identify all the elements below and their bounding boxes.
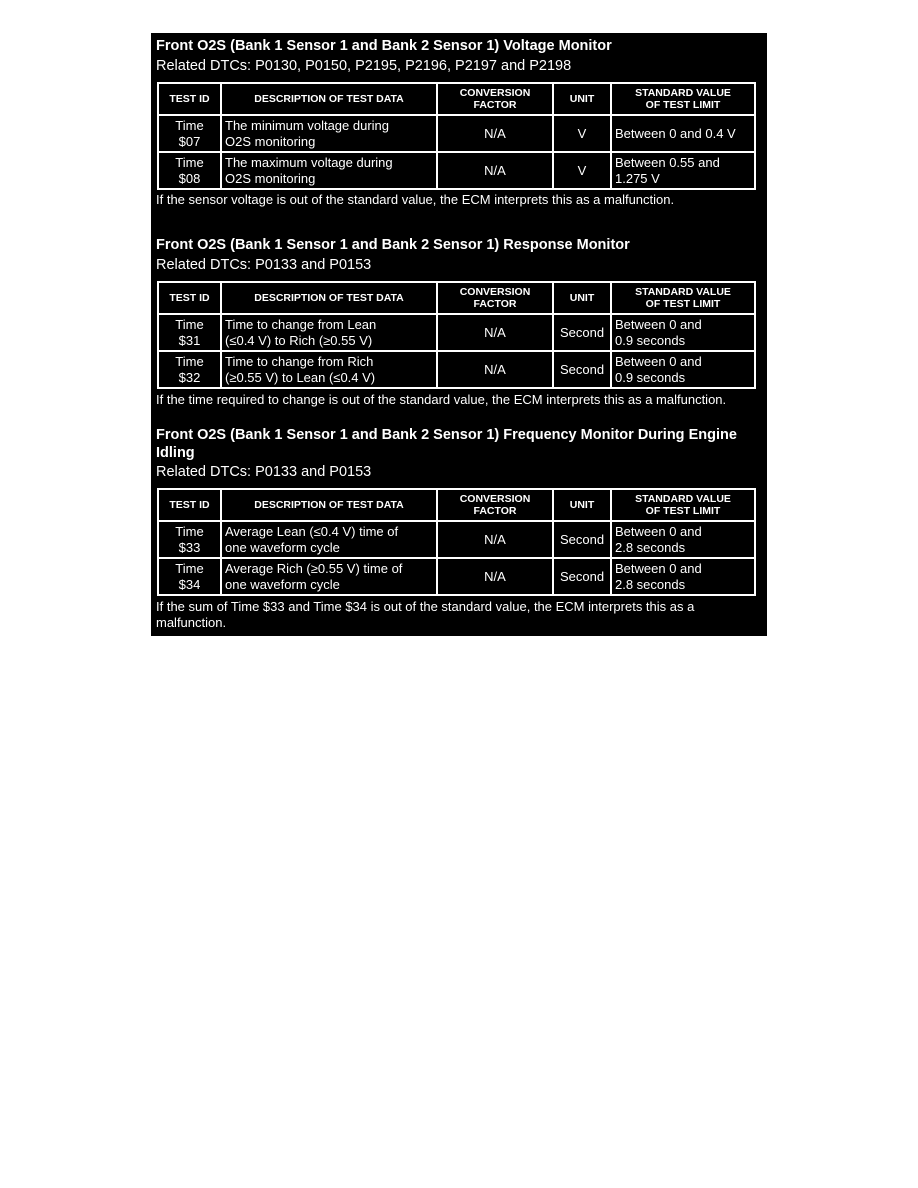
- section-note: If the sum of Time $33 and Time $34 is out of the standard value, the ECM interprets this as a malfunction.: [156, 599, 695, 630]
- test-id-cell: Time $33: [158, 521, 221, 558]
- section-title: Front O2S (Bank 1 Sensor 1 and Bank 2 Sensor 1) Voltage Monitor: [156, 38, 612, 54]
- section-title: Front O2S (Bank 1 Sensor 1 and Bank 2 Sensor 1) Frequency Monitor During Engine Idling: [156, 427, 737, 461]
- test-data-table: [157, 82, 756, 190]
- conversion-cell: N/A: [437, 152, 553, 189]
- header-unit: UNIT: [553, 282, 611, 314]
- header-standard-value: STANDARD VALUE OF TEST LIMIT: [611, 282, 755, 314]
- description-cell: The maximum voltage during O2S monitoring: [221, 152, 437, 189]
- table-row: [158, 314, 755, 351]
- test-id-cell: Time $31: [158, 314, 221, 351]
- test-id-cell: Time $07: [158, 115, 221, 152]
- table-row: [158, 521, 755, 558]
- header-test-id: TEST ID: [158, 282, 221, 314]
- conversion-cell: N/A: [437, 558, 553, 595]
- header-description: DESCRIPTION OF TEST DATA: [221, 83, 437, 115]
- header-test-id: TEST ID: [158, 83, 221, 115]
- test-data-table: [157, 281, 756, 389]
- conversion-cell: N/A: [437, 314, 553, 351]
- unit-cell: Second: [553, 351, 611, 388]
- header-standard-value: STANDARD VALUE OF TEST LIMIT: [611, 489, 755, 521]
- header-test-id: TEST ID: [158, 489, 221, 521]
- section-note: If the sensor voltage is out of the standard value, the ECM interprets this as a malfunction.: [156, 192, 675, 207]
- description-cell: Average Rich (≥0.55 V) time of one waveform cycle: [221, 558, 437, 595]
- unit-cell: Second: [553, 558, 611, 595]
- unit-cell: V: [553, 115, 611, 152]
- standard-value-cell: Between 0 and 0.4 V: [611, 115, 755, 152]
- related-dtcs: Related DTCs: P0133 and P0153: [156, 464, 372, 480]
- description-cell: Time to change from Rich (≥0.55 V) to Lean (≤0.4 V): [221, 351, 437, 388]
- table-header-row: [158, 83, 755, 115]
- related-dtcs: Related DTCs: P0130, P0150, P2195, P2196, P2197 and P2198: [156, 58, 572, 74]
- standard-value-cell: Between 0 and 0.9 seconds: [611, 351, 755, 388]
- table-row: [158, 115, 755, 152]
- table-row: [158, 558, 755, 595]
- standard-value-cell: Between 0 and 0.9 seconds: [611, 314, 755, 351]
- description-cell: Time to change from Lean (≤0.4 V) to Rich (≥0.55 V): [221, 314, 437, 351]
- table-header-row: [158, 282, 755, 314]
- test-id-cell: Time $32: [158, 351, 221, 388]
- header-conversion-factor: CONVERSION FACTOR: [437, 282, 553, 314]
- description-cell: Average Lean (≤0.4 V) time of one waveform cycle: [221, 521, 437, 558]
- header-description: DESCRIPTION OF TEST DATA: [221, 489, 437, 521]
- table-header-row: [158, 489, 755, 521]
- test-id-cell: Time $08: [158, 152, 221, 189]
- standard-value-cell: Between 0 and 2.8 seconds: [611, 558, 755, 595]
- monitor-spec-panel: [151, 33, 767, 636]
- conversion-cell: N/A: [437, 351, 553, 388]
- section-note: If the time required to change is out of the standard value, the ECM interprets this as a malfunction.: [156, 392, 727, 407]
- header-unit: UNIT: [553, 83, 611, 115]
- header-unit: UNIT: [553, 489, 611, 521]
- conversion-cell: N/A: [437, 115, 553, 152]
- test-data-table: [157, 488, 756, 596]
- unit-cell: Second: [553, 314, 611, 351]
- section-title: Front O2S (Bank 1 Sensor 1 and Bank 2 Sensor 1) Response Monitor: [156, 237, 630, 253]
- unit-cell: V: [553, 152, 611, 189]
- header-description: DESCRIPTION OF TEST DATA: [221, 282, 437, 314]
- standard-value-cell: Between 0.55 and 1.275 V: [611, 152, 755, 189]
- description-cell: The minimum voltage during O2S monitoring: [221, 115, 437, 152]
- header-conversion-factor: CONVERSION FACTOR: [437, 489, 553, 521]
- unit-cell: Second: [553, 521, 611, 558]
- test-id-cell: Time $34: [158, 558, 221, 595]
- standard-value-cell: Between 0 and 2.8 seconds: [611, 521, 755, 558]
- table-row: [158, 351, 755, 388]
- conversion-cell: N/A: [437, 521, 553, 558]
- header-conversion-factor: CONVERSION FACTOR: [437, 83, 553, 115]
- related-dtcs: Related DTCs: P0133 and P0153: [156, 257, 372, 273]
- header-standard-value: STANDARD VALUE OF TEST LIMIT: [611, 83, 755, 115]
- table-row: [158, 152, 755, 189]
